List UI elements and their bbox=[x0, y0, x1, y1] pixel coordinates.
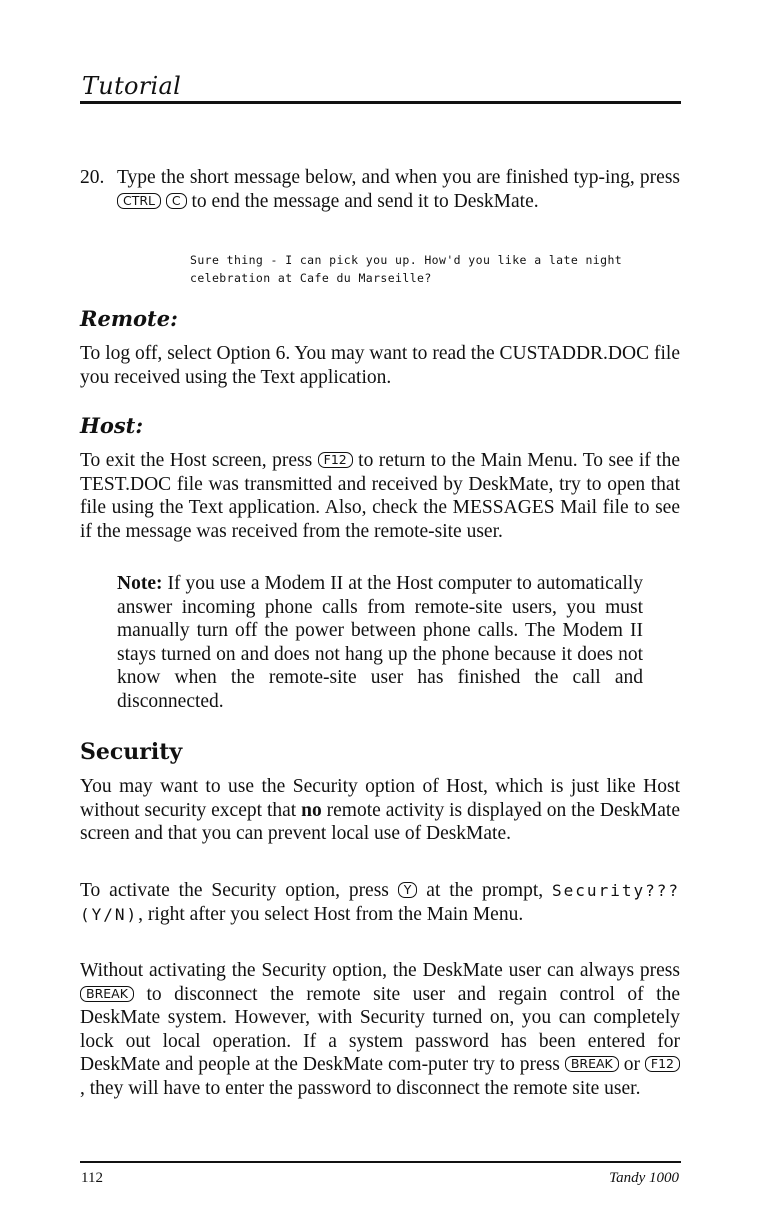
security-paragraph-2 bbox=[80, 879, 680, 926]
footer-rule bbox=[80, 1161, 681, 1163]
security-p3-a: Without activating the Security option, the DeskMate user can always press bbox=[80, 960, 680, 981]
break-key-2: BREAK bbox=[565, 1056, 619, 1072]
step-20 bbox=[80, 166, 680, 213]
note-label: Note: bbox=[117, 573, 163, 594]
c-key: C bbox=[166, 193, 187, 209]
security-p1-a: You may want to use the Security option of Host, which is just like Host without security except that bbox=[80, 776, 680, 821]
sample-message-line-1: Sure thing - I can pick you up. How'd you like a late night bbox=[190, 253, 623, 267]
break-key: BREAK bbox=[80, 986, 134, 1002]
step-number: 20. bbox=[80, 167, 105, 188]
note-text: If you use a Modem II at the Host computer to automatically answer incoming phone calls from remote-site users, you must manually turn off the power between phone calls. The Modem II stays turned on and does not hang up the phone because it does not know when the remote-site user has finished the call and disconnected. bbox=[117, 573, 643, 712]
security-p2-a: To activate the Security option, press bbox=[80, 880, 398, 901]
security-paragraph-3 bbox=[80, 959, 680, 1100]
step-text-b: to end the message and send it to DeskMate. bbox=[186, 190, 539, 212]
page-number: 112 bbox=[81, 1170, 103, 1186]
f12-key-2: F12 bbox=[645, 1056, 680, 1072]
sample-message bbox=[190, 251, 660, 287]
host-text-a: To exit the Host screen, press bbox=[80, 450, 318, 471]
security-p3-d: , they will have to enter the password to disconnect the remote site user. bbox=[80, 1077, 641, 1099]
product-name: Tandy 1000 bbox=[609, 1170, 679, 1186]
header-rule bbox=[80, 101, 681, 104]
remote-paragraph: To log off, select Option 6. You may want to read the CUSTADDR.DOC file you received using the Text application. bbox=[80, 343, 680, 388]
note-paragraph bbox=[117, 572, 643, 713]
remote-heading: Remote: bbox=[80, 306, 178, 331]
security-p3-c: or bbox=[618, 1054, 645, 1075]
host-paragraph bbox=[80, 449, 680, 543]
security-p2-b: at the prompt, bbox=[417, 880, 553, 901]
security-prompt: Security??? (Y/N) bbox=[80, 881, 680, 924]
step-text bbox=[117, 166, 680, 213]
step-text-a: Type the short message below, and when you are finished typ-ing, press bbox=[117, 167, 680, 188]
security-p1-bold: no bbox=[301, 799, 322, 821]
f12-key: F12 bbox=[318, 452, 353, 468]
host-text-b: to return to the Main Menu. To see if the TEST.DOC file was transmitted and received by DeskMate, try to open that file using the Text application. Also, check the MESSAGES Mail file to see if the message was received from the remote-site user. bbox=[80, 450, 680, 542]
security-p1-b: remote activity is displayed on the DeskMate screen and that you can prevent local use of DeskMate. bbox=[80, 799, 681, 844]
ctrl-key: CTRL bbox=[117, 193, 161, 209]
security-p2-c: , right after you select Host from the Main Menu. bbox=[138, 903, 524, 925]
security-p3-b: to disconnect the remote site user and regain control of the DeskMate system. However, with Security turned on, you can completely lock out local operation. If a system password has been entered for DeskMate and people at the DeskMate com-puter try to press bbox=[80, 983, 680, 1075]
security-heading: Security bbox=[80, 739, 183, 765]
y-key: Y bbox=[398, 882, 418, 898]
security-paragraph-1 bbox=[80, 775, 680, 846]
sample-message-line-2: celebration at Cafe du Marseille? bbox=[190, 271, 432, 285]
running-header: Tutorial bbox=[82, 72, 182, 100]
host-heading: Host: bbox=[80, 413, 144, 438]
